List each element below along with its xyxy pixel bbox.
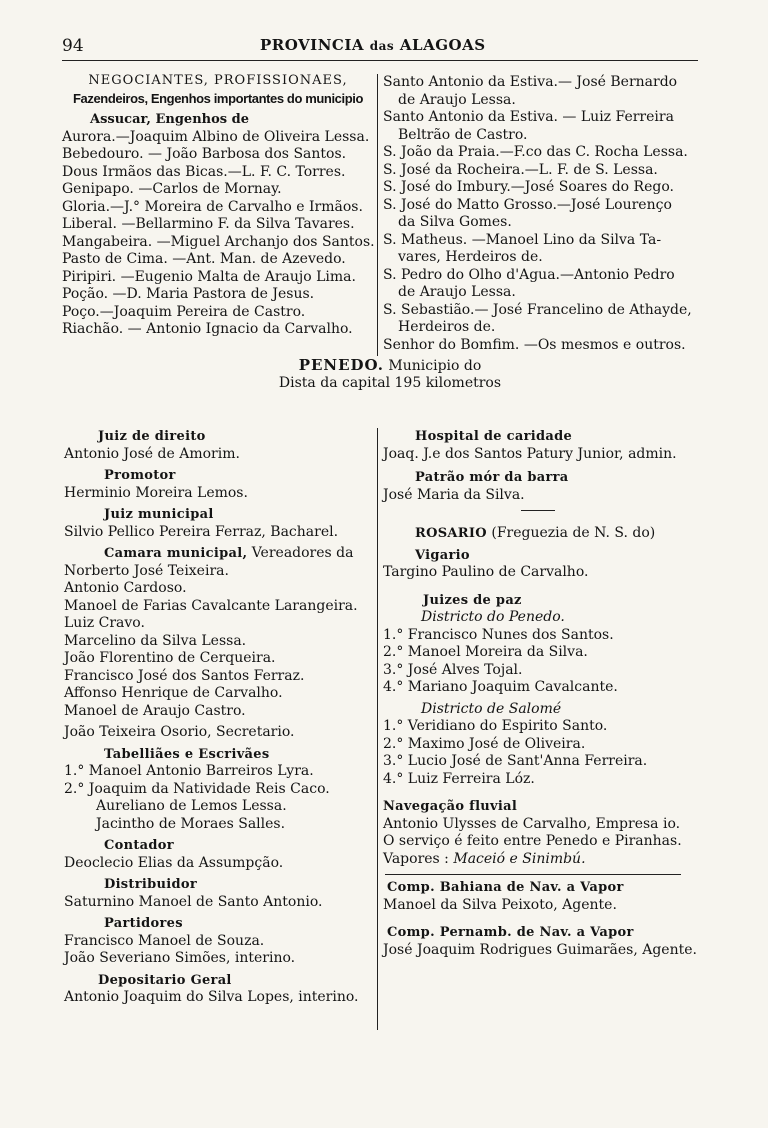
list-item: 1.° Francisco Nunes dos Santos. — [383, 626, 614, 643]
list-item: S. João da Praia.—F.co das C. Rocha Lessa. — [383, 144, 688, 160]
list-item: Aurora.—Joaquim Albino de Oliveira Lessa. — [62, 128, 370, 145]
list-item: Affonso Henrique de Carvalho. — [64, 685, 283, 701]
rosario-heading — [383, 525, 701, 543]
list-item: 3.° Lucio José de Sant'Anna Ferreira. — [383, 753, 648, 769]
heading-comp-pernamb: Comp. Pernamb. de Nav. a Vapor — [387, 925, 634, 940]
header-rule — [62, 60, 698, 61]
running-title — [260, 36, 486, 54]
list-item: 4.° Luiz Ferreira Lóz. — [383, 770, 535, 787]
heading-contador: Contador — [104, 838, 174, 853]
list-item-continuation: de Araujo Lessa. — [398, 91, 516, 108]
secretario: João Teixeira Osorio, Secretario. — [64, 724, 295, 740]
title-provincia: PROVINCIA — [260, 36, 365, 54]
heading-tabelliaes: Tabelliães e Escrivães — [104, 746, 270, 762]
heading-juiz-municipal: Juiz municipal — [104, 507, 214, 522]
top-right-column — [383, 74, 701, 354]
list-item: Genipapo. —Carlos de Mornay. — [62, 181, 282, 197]
list-item: Antonio Cardoso. — [64, 580, 187, 596]
list-item: Poção. —D. Maria Pastora de Jesus. — [62, 286, 315, 302]
list-item: Manoel de Araujo Castro. — [64, 702, 246, 719]
list-item: Pasto de Cima. —Ant. Man. de Azevedo. — [62, 251, 346, 267]
list-item: 1.° Veridiano do Espirito Santo. — [383, 718, 608, 734]
municipio-distance: Dista da capital 195 kilometros — [278, 375, 502, 391]
list-item: Francisco José dos Santos Ferraz. — [64, 667, 305, 684]
list-item: S. José da Rocheira.—L. F. de S. Lessa. — [383, 161, 658, 178]
heading-distribuidor: Distribuidor — [104, 877, 198, 892]
list-item: Riachão. — Antonio Ignacio da Carvalho. — [62, 321, 353, 337]
top-left-column — [62, 72, 374, 339]
list-item-continuation: Beltrão de Castro. — [398, 126, 528, 143]
heading-promotor: Promotor — [104, 468, 176, 483]
list-item: Gloria.—J.° Moreira de Carvalho e Irmãos. — [62, 198, 363, 215]
contador-name: Deoclecio Elias da Assumpção. — [64, 854, 284, 871]
list-item-continuation: da Silva Gomes. — [398, 214, 512, 230]
heading-hospital: Hospital de caridade — [415, 429, 573, 444]
list-item: 2.° Manoel Moreira da Silva. — [383, 644, 588, 660]
list-item: S. José do Matto Grosso.—José Lourenço — [383, 196, 672, 213]
list-item: Luiz Cravo. — [64, 615, 145, 631]
depositario-name: Antonio Joaquim do Silva Lopes, interino. — [64, 989, 359, 1005]
heading-juiz-direito: Juiz de direito — [98, 429, 206, 444]
district-salome: Districto de Salomé — [421, 700, 562, 717]
vapores-label: Vapores : — [383, 850, 449, 867]
vigario-name: Targino Paulino de Carvalho. — [383, 564, 589, 580]
page-header — [62, 36, 702, 58]
vapores-line — [383, 851, 701, 869]
list-item-continuation: de Araujo Lessa. — [398, 284, 516, 300]
list-item-continuation: Herdeiros de. — [398, 319, 496, 335]
heading-comp-bahiana: Comp. Bahiana de Nav. a Vapor — [387, 880, 624, 895]
section-rule — [521, 510, 555, 511]
list-item: Santo Antonio da Estiva.— José Bernardo — [383, 74, 678, 90]
heading-camara — [64, 545, 376, 563]
heading-juizes-paz: Juizes de paz — [423, 592, 522, 608]
list-item: Liberal. —Bellarmino F. da Silva Tavares. — [62, 216, 355, 232]
list-item: S. Matheus. —Manoel Lino da Silva Ta- — [383, 231, 662, 248]
heading-vigario: Vigario — [415, 547, 470, 563]
heading-depositario: Depositario Geral — [98, 972, 232, 988]
list-item: Norberto José Teixeira. — [64, 562, 229, 579]
bottom-left-column — [64, 428, 376, 1007]
comp-bahiana-agent: Manoel da Silva Peixoto, Agente. — [383, 896, 617, 913]
heading-partidores: Partidores — [104, 916, 183, 931]
list-item: Poço.—Joaquim Pereira de Castro. — [62, 303, 306, 320]
heading-camara-vereadores: Vereadores da — [251, 545, 354, 561]
list-item: Antonio Ulysses de Carvalho, Empresa io. — [383, 815, 681, 832]
list-item: Piripiri. —Eugenio Malta de Araujo Lima. — [62, 268, 356, 285]
rosario-name: ROSARIO — [415, 526, 487, 541]
list-item: 2.° Maximo José de Oliveira. — [383, 735, 586, 752]
list-item: Manoel de Farias Cavalcante Larangeira. — [64, 597, 358, 614]
municipio-label: Municipio do — [388, 358, 482, 374]
list-item: 2.° Joaquim da Natividade Reis Caco. — [64, 780, 330, 797]
heading-navegacao: Navegação fluvial — [383, 799, 518, 814]
patrao-name: José Maria da Silva. — [383, 486, 525, 503]
page-number: 94 — [62, 36, 84, 56]
list-item-continuation: vares, Herdeiros de. — [398, 249, 543, 265]
list-item: Mangabeira. —Miguel Archanjo dos Santos. — [62, 233, 375, 250]
title-alagoas: ALAGOAS — [399, 36, 486, 54]
list-item: João Severiano Simões, interino. — [64, 950, 296, 966]
column-divider-top — [377, 74, 378, 356]
heading-patrao: Patrão mór da barra — [415, 470, 569, 485]
list-item: Santo Antonio da Estiva. — Luiz Ferreira — [383, 109, 674, 125]
list-item: S. Pedro do Olho d'Agua.—Antonio Pedro — [383, 266, 675, 283]
distribuidor-name: Saturnino Manoel de Santo Antonio. — [64, 893, 323, 910]
comp-pernamb-agent: José Joaquim Rodrigues Guimarães, Agente. — [383, 941, 697, 958]
juiz-direito-name: Antonio José de Amorim. — [64, 445, 240, 462]
list-item: Francisco Manoel de Souza. — [64, 932, 265, 949]
list-item: O serviço é feito entre Penedo e Piranhas. — [383, 833, 682, 849]
bottom-right-column — [383, 428, 701, 959]
title-das: das — [369, 39, 395, 53]
section-heading-negociantes: NEGOCIANTES, PROFISSIONAES, — [88, 73, 348, 88]
list-item: Marcelino da Silva Lessa. — [64, 632, 247, 649]
list-item: Bebedouro. — João Barbosa dos Santos. — [62, 146, 347, 162]
section-rule — [385, 874, 681, 875]
promotor-name: Herminio Moreira Lemos. — [64, 484, 248, 501]
subheading-assucar: Assucar, Engenhos de — [90, 112, 249, 127]
municipio-heading — [240, 357, 540, 392]
juiz-municipal-name: Silvio Pellico Pereira Ferraz, Bacharel. — [64, 523, 339, 540]
list-item: Dous Irmãos das Bicas.—L. F. C. Torres. — [62, 163, 346, 180]
list-item: Jacintho de Moraes Salles. — [96, 815, 286, 832]
vapores-names: Maceió e Sinimbú. — [453, 850, 586, 867]
list-item: 3.° José Alves Tojal. — [383, 661, 523, 678]
list-item: S. Sebastião.— José Francelino de Athayde, — [383, 301, 692, 318]
list-item: S. José do Imbury.—José Soares do Rego. — [383, 179, 674, 195]
list-item: 4.° Mariano Joaquim Cavalcante. — [383, 679, 618, 695]
list-item: 1.° Manoel Antonio Barreiros Lyra. — [64, 763, 314, 779]
column-divider-bottom — [377, 428, 378, 1030]
list-item: Aureliano de Lemos Lessa. — [96, 798, 287, 814]
list-item: João Florentino de Cerqueira. — [64, 650, 276, 666]
section-heading-fazendeiros: Fazendeiros, Engenhos importantes do municipio — [72, 90, 364, 106]
municipio-name: PENEDO. — [298, 356, 384, 374]
heading-camara-label: Camara municipal, — [104, 546, 248, 561]
rosario-freguezia: (Freguezia de N. S. do) — [491, 525, 656, 541]
district-penedo: Districto do Penedo. — [421, 609, 565, 625]
list-item: Senhor do Bomfim. —Os mesmos e outros. — [383, 336, 686, 353]
hospital-admin: Joaq. J.e dos Santos Patury Junior, admin. — [383, 445, 677, 462]
